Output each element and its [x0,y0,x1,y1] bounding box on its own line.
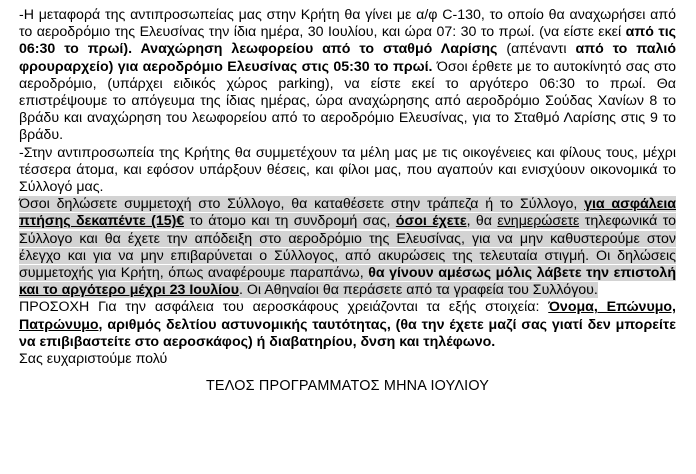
text-segment: από τις 06:30 το πρωί). Αναχώρηση λεωφορείου από το σταθμό Λαρίσης [19,24,677,58]
participation-paragraph [19,196,676,299]
text-segment: , θα [466,213,498,230]
thanks-paragraph [19,351,676,368]
text-segment: ενημερώσετε [497,213,580,230]
text-segment: αριθμός δελτίου αστυνομικής ταυτότητας, (θα την έχετε μαζί σας γιατί δεν μπορείτε να επιβιβαστείτε στο αεροσκάφος) ή διαβατηρίου, δνση και τηλέφωνο. [19,316,676,350]
text-segment: Σας ευχαριστούμε πολύ [19,351,168,368]
text-segment: θα γίνουν αμέσως μόλις λάβετε την επιστολή [368,265,676,282]
text-segment: για ασφάλεια πτήσης δεκαπέντε (15)€ [19,196,676,230]
text-segment: Όσοι δηλώσετε συμμετοχή στο Σύλλογο, θα καταθέσετε στην τράπεζα ή το Σύλλογο, [19,196,585,213]
delegation-paragraph [19,145,676,197]
text-segment: Όσοι έρθετε με το αυτοκίνητό σας στο αεροδρόμιο, (υπάρχει ειδικός χώρος parking), να είστε εκεί το αργότερο 06:30 το πρωί. Θα επιστρέψουμε το απόγευμα της ίδιας ημέρας, ώρα αναχώρησης από αεροδρόμιο Σούδας Χανίων 8 το βράδυ και αναχώρηση του λεωφορείου από το αεροδρόμιο Ελευσίνας, για το Σταθμό Λαρίσης στις 9 το βράδυ. [19,58,676,144]
text-segment: ΠΡΟΣΟΧΗ Για την ασφάλεια του αεροσκάφους χρειάζονται τα εξής στοιχεία: [19,299,549,316]
text-segment: . Οι Αθηναίοι θα περάσετε από τα γραφεία του Συλλόγου. [238,282,598,299]
document-body [19,7,676,368]
text-segment: (απέναντι [497,41,576,58]
text-segment: από το παλιό φρουραρχείο) για αεροδρόμιο Ελευσίνας στις 05:30 το πρωί. [19,41,676,75]
text-segment: όσοι έχετε [395,213,467,230]
text-segment: -Στην αντιπροσωπεία της Κρήτης θα συμμετέχουν τα μέλη μας με τις οικογένειες και φίλους τους, μέχρι τέσσερα άτομα, και εφόσον υπάρξουν θέσεις, και φίλοι μας, που αγαπούν και ενισχύουν οικονομικά το Σύλλογό μας. [19,144,676,196]
text-segment: τηλεφωνικά το Σύλλογο και θα έχετε την απόδειξη στο αεροδρόμιο της Ελευσίνας, για να μην καθυστερούμε στον έλεγχο και για να μην επιβαρύνεται ο Σύλλογος, από ακυρώσεις της τελευταία στιγμή. Οι δηλώσεις συμμετοχής για Κρήτη, όπως αναφέρουμε παραπάνω, [19,213,676,282]
attention-paragraph [19,299,676,351]
document-footer: ΤΕΛΟΣ ΠΡΟΓΡΑΜΜΑΤΟΣ ΜΗΝΑ ΙΟΥΛΙΟΥ [205,378,490,395]
text-segment: και το αργότερο μέχρι 23 Ιουλίου [19,282,239,299]
text-segment: το άτομο και τη συνδρομή σας, [184,213,396,230]
text-segment: -Η μεταφορά της αντιπροσωπείας μας στην Κρήτη θα γίνει με α/φ C-130, το οποίο θα αναχωρήσει από το αεροδρόμιο της Ελευσίνας την ίδια ημέρα, 30 Ιουλίου, και ώρα 07: 30 το πρωί. (να είστε εκεί [19,7,676,41]
text-segment: Όνομα, Επώνυμο, Πατρώνυμο, [19,299,676,333]
transport-paragraph [19,7,676,145]
